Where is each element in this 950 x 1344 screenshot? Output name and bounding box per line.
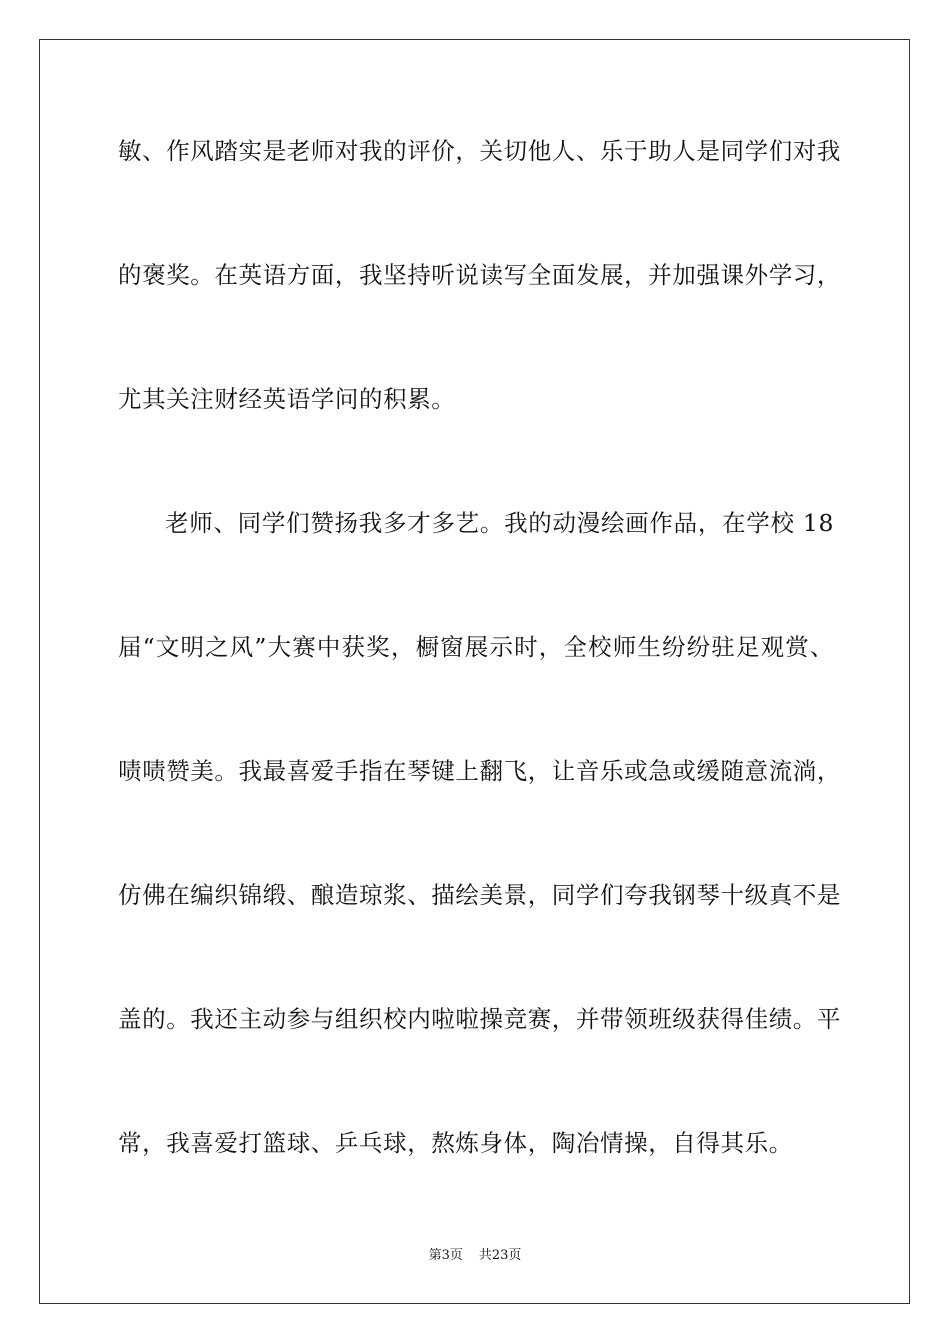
page-footer (0, 1247, 950, 1265)
body-line-1: 敏、作风踏实是老师对我的评价，关切他人、乐于助人是同学们对我 (118, 137, 841, 165)
body-line-7: 仿佛在编织锦缎、酿造琼浆、描绘美景，同学们夸我钢琴十级真不是 (118, 881, 841, 909)
body-line-2: 的褒奖。在英语方面，我坚持听说读写全面发展，并加强课外学习， (118, 261, 841, 289)
page-border (39, 39, 910, 1304)
body-line-4-paragraph-start: 老师、同学们赞扬我多才多艺。我的动漫绘画作品，在学校 18 (165, 509, 834, 537)
body-line-8: 盖的。我还主动参与组织校内啦啦操竞赛，并带领班级获得佳绩。平 (118, 1005, 841, 1033)
page-number: 第3页 (428, 1248, 463, 1263)
body-line-6: 啧啧赞美。我最喜爱手指在琴键上翻飞，让音乐或急或缓随意流淌， (118, 757, 841, 785)
body-line-9: 常，我喜爱打篮球、乒乓球，熬炼身体，陶冶情操，自得其乐。 (118, 1129, 793, 1157)
body-line-3: 尤其关注财经英语学问的积累。 (118, 385, 456, 413)
body-line-5: 届“文明之风”大赛中获奖，橱窗展示时，全校师生纷纷驻足观赏、 (118, 633, 834, 661)
page-total: 共23页 (478, 1248, 522, 1263)
